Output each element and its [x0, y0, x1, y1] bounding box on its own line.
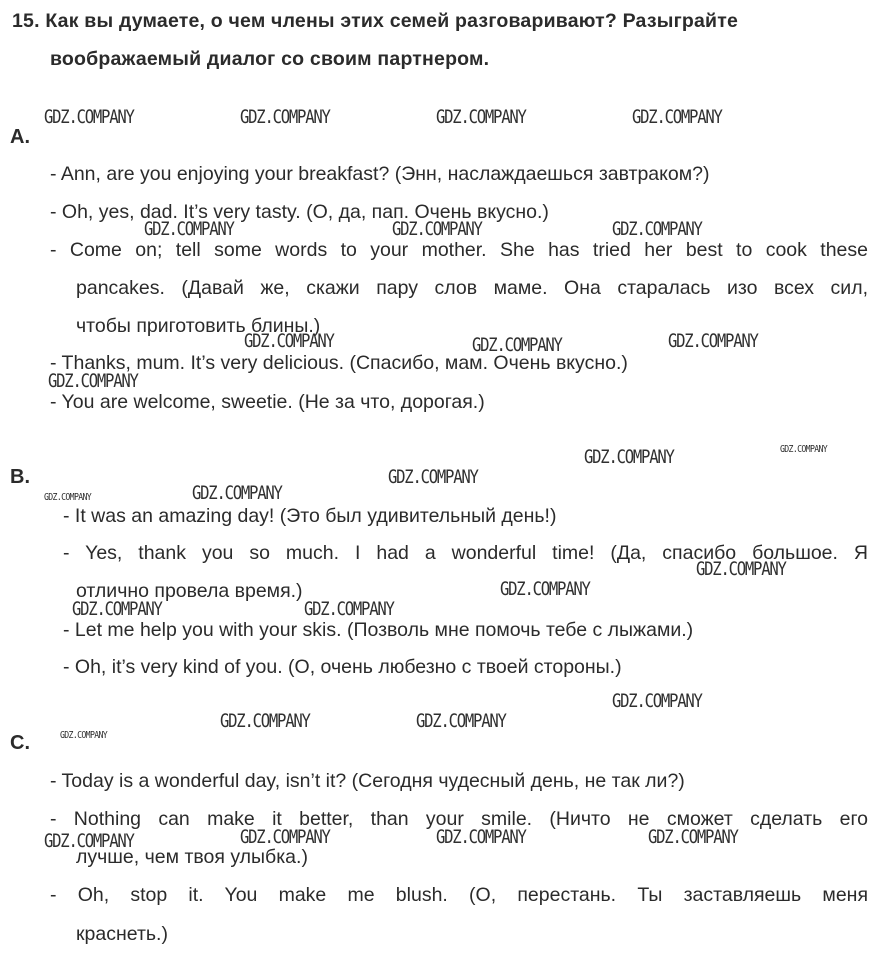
watermark: GDZ.COMPANY	[192, 482, 282, 504]
watermark: GDZ.COMPANY	[500, 578, 590, 600]
watermark: GDZ.COMPANY	[780, 444, 828, 455]
dialog-line-b2: - Yes, thank you so much. I had a wonderful time! (Да, спасибо большое. Я	[63, 542, 868, 564]
watermark: GDZ.COMPANY	[48, 370, 138, 392]
watermark: GDZ.COMPANY	[60, 730, 108, 741]
watermark: GDZ.COMPANY	[44, 492, 92, 503]
watermark: GDZ.COMPANY	[632, 106, 722, 128]
watermark: GDZ.COMPANY	[240, 106, 330, 128]
watermark: GDZ.COMPANY	[612, 218, 702, 240]
watermark: GDZ.COMPANY	[388, 466, 478, 488]
dialog-line-b1: - It was an amazing day! (Это был удивительный день!)	[63, 505, 557, 527]
dialog-line-a3-cont: pancakes. (Давай же, скажи пару слов маме. Она старалась изо всех сил,	[76, 277, 868, 299]
section-label-b: B.	[10, 466, 30, 488]
dialog-line-a3-cont2: чтобы приготовить блины.)	[76, 315, 321, 337]
dialog-line-c3: - Oh, stop it. You make me blush. (О, перестань. Ты заставляешь меня	[50, 884, 868, 906]
task-title-line-1: 15. Как вы думаете, о чем члены этих семей разговаривают? Разыграйте	[12, 10, 739, 32]
watermark: GDZ.COMPANY	[220, 710, 310, 732]
watermark: GDZ.COMPANY	[44, 830, 134, 852]
watermark: GDZ.COMPANY	[392, 218, 482, 240]
dialog-line-a3: - Come on; tell some words to your mother. She has tried her best to cook these	[50, 239, 868, 261]
watermark: GDZ.COMPANY	[72, 598, 162, 620]
section-label-a: A.	[10, 126, 30, 148]
section-label-c: C.	[10, 732, 30, 754]
dialog-line-a4: - Thanks, mum. It’s very delicious. (Спасибо, мам. Очень вкусно.)	[50, 352, 628, 374]
watermark: GDZ.COMPANY	[668, 330, 758, 352]
task-title-line-2: воображаемый диалог со своим партнером.	[50, 48, 490, 70]
dialog-line-b2-cont: отлично провела время.)	[76, 580, 303, 602]
dialog-line-c2-cont: лучше, чем твоя улыбка.)	[76, 846, 308, 868]
watermark: GDZ.COMPANY	[612, 690, 702, 712]
dialog-line-c2: - Nothing can make it better, than your smile. (Ничто не сможет сделать его	[50, 808, 868, 830]
watermark: GDZ.COMPANY	[696, 558, 786, 580]
watermark: GDZ.COMPANY	[436, 826, 526, 848]
watermark: GDZ.COMPANY	[584, 446, 674, 468]
dialog-line-c1: - Today is a wonderful day, isn’t it? (Сегодня чудесный день, не так ли?)	[50, 770, 685, 792]
dialog-line-b4: - Oh, it’s very kind of you. (О, очень любезно с твоей стороны.)	[63, 656, 622, 678]
dialog-line-b3: - Let me help you with your skis. (Позволь мне помочь тебе с лыжами.)	[63, 619, 694, 641]
watermark: GDZ.COMPANY	[416, 710, 506, 732]
watermark: GDZ.COMPANY	[472, 334, 562, 356]
dialog-line-a1: - Ann, are you enjoying your breakfast? (Энн, наслаждаешься завтраком?)	[50, 163, 710, 185]
watermark: GDZ.COMPANY	[44, 106, 134, 128]
watermark: GDZ.COMPANY	[240, 826, 330, 848]
watermark: GDZ.COMPANY	[304, 598, 394, 620]
dialog-line-c3-cont: краснеть.)	[76, 923, 168, 945]
watermark: GDZ.COMPANY	[244, 330, 334, 352]
watermark: GDZ.COMPANY	[436, 106, 526, 128]
watermark: GDZ.COMPANY	[144, 218, 234, 240]
dialog-line-a2: - Oh, yes, dad. It’s very tasty. (О, да, пап. Очень вкусно.)	[50, 201, 549, 223]
dialog-line-a5: - You are welcome, sweetie. (Не за что, дорогая.)	[50, 391, 485, 413]
watermark: GDZ.COMPANY	[648, 826, 738, 848]
